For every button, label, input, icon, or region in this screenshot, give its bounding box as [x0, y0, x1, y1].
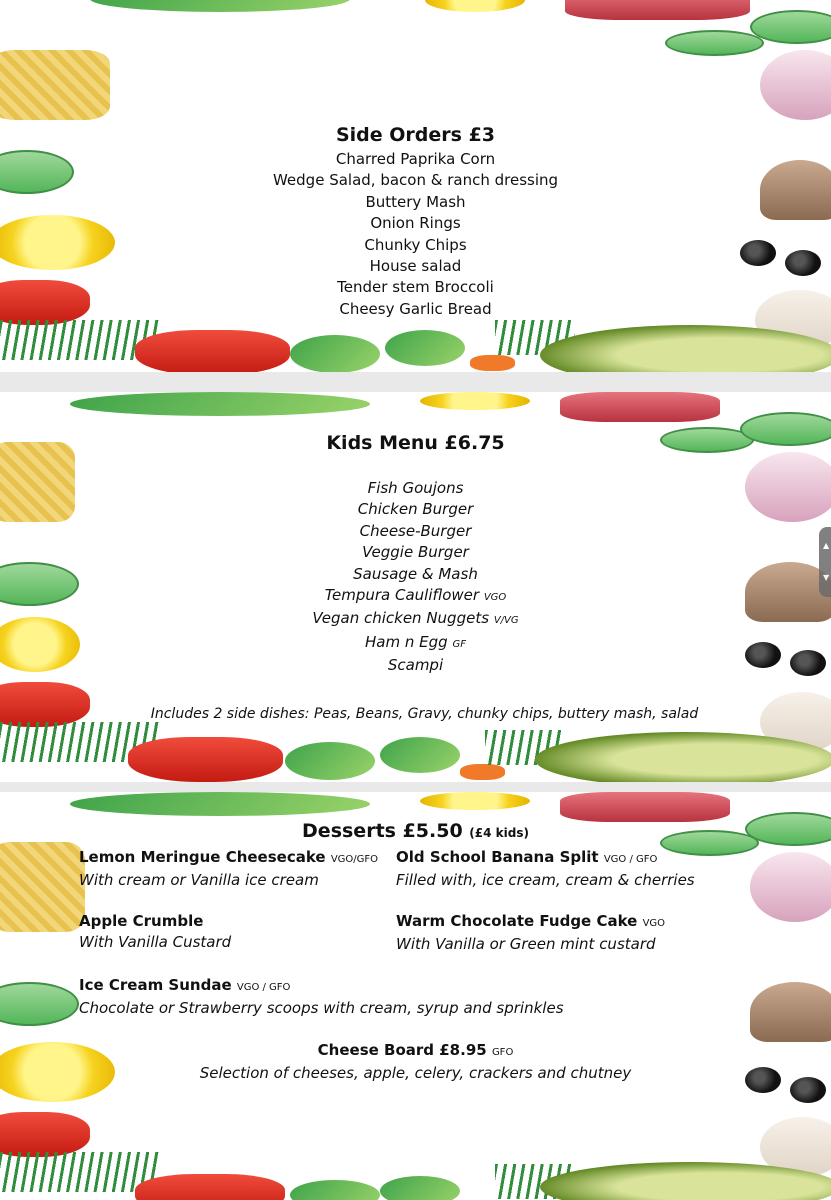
menu-item [0, 585, 831, 608]
dessert-description: With cream or Vanilla ice cream [79, 871, 319, 889]
desserts-title-row [0, 820, 831, 842]
menu-item [0, 499, 831, 520]
spinach-leaf-illustration [290, 1180, 380, 1200]
spinach-leaf-illustration [385, 330, 465, 366]
dessert-description: Selection of cheeses, apple, celery, crackers and chutney [199, 1064, 632, 1082]
menu-item: Wedge Salad, bacon & ranch dressing [272, 171, 559, 190]
dessert-name [396, 911, 665, 934]
dessert-name [79, 847, 378, 870]
avocado-illustration [540, 1162, 831, 1200]
item-name: Apple Crumble [79, 912, 204, 930]
menu-item [0, 608, 831, 631]
tomato-illustration [0, 1112, 90, 1157]
kids-menu-section [0, 432, 831, 722]
desserts-panel [0, 792, 831, 1200]
dessert-item [79, 911, 231, 953]
menu-item [0, 478, 831, 499]
kids-menu-list [0, 478, 831, 677]
menu-item: Chunky Chips [364, 235, 467, 254]
carrot-illustration [460, 764, 505, 780]
item-name: Tempura Cauliflower [324, 586, 480, 605]
dessert-description: With Vanilla Custard [79, 933, 232, 951]
dietary-tag: GFO [491, 1047, 514, 1058]
menu-item: Cheesy Garlic Bread [339, 299, 492, 318]
dessert-item [396, 847, 695, 891]
red-pepper-illustration [128, 737, 283, 782]
item-name: Sausage & Mash [353, 564, 478, 583]
item-name: Warm Chocolate Fudge Cake [396, 912, 638, 930]
mushroom-illustration [750, 982, 831, 1042]
kids-menu-panel [0, 392, 831, 782]
item-name: Vegan chicken Nuggets [312, 609, 490, 628]
item-name: Chicken Burger [357, 500, 474, 519]
ham-illustration [565, 0, 750, 20]
side-orders-list [0, 149, 831, 320]
item-name: Old School Banana Split [396, 848, 599, 866]
menu-item: Buttery Mash [365, 192, 466, 211]
cheese-board-item [0, 1040, 831, 1084]
dietary-tag: VGO / GFO [603, 854, 658, 865]
menu-item [0, 655, 831, 676]
menu-item [0, 564, 831, 585]
desserts-title [0, 820, 831, 842]
pasta-illustration [0, 50, 110, 120]
basil-leaf-illustration [70, 392, 370, 416]
dietary-tag: VGO/GFO [330, 854, 379, 865]
kids-menu-title: Kids Menu £6.75 [326, 432, 505, 454]
ham-illustration [560, 392, 720, 422]
dietary-tag: VGO / GFO [236, 982, 291, 993]
avocado-illustration [535, 732, 831, 782]
red-pepper-illustration [135, 330, 290, 372]
spinach-leaf-illustration [285, 742, 375, 780]
item-name: Fish Goujons [367, 479, 464, 497]
scroll-handle[interactable] [819, 527, 831, 597]
cucumber-slice-illustration [665, 30, 764, 56]
lemon-slice-illustration [425, 0, 525, 12]
side-orders-section [0, 124, 831, 320]
menu-item: House salad [369, 257, 462, 276]
dessert-item [396, 911, 665, 955]
avocado-illustration [540, 325, 831, 372]
item-name: Ice Cream Sundae [79, 976, 232, 994]
dietary-tag: VGO [642, 918, 666, 929]
spinach-leaf-illustration [290, 335, 380, 372]
side-orders-title: Side Orders £3 [335, 124, 496, 146]
pasta-illustration [0, 842, 85, 932]
chevron-down-icon: ▼ [823, 573, 830, 582]
item-name: Scampi [387, 656, 444, 675]
dessert-item [79, 975, 564, 1019]
menu-item: Charred Paprika Corn [335, 150, 496, 168]
item-name: Veggie Burger [362, 543, 469, 562]
dessert-name [79, 911, 231, 932]
dessert-description: Filled with, ice cream, cream & cherries [396, 871, 695, 889]
spinach-leaf-illustration [380, 737, 460, 773]
carrot-illustration [470, 355, 515, 371]
menu-item [0, 632, 831, 655]
ham-illustration [560, 792, 730, 822]
spinach-leaf-illustration [380, 1176, 460, 1200]
dietary-tag: VGO [483, 592, 507, 604]
item-name: Ham n Egg [365, 632, 448, 651]
dessert-name [0, 1040, 831, 1063]
item-name: Cheese-Burger [359, 521, 472, 540]
menu-item: Onion Rings [370, 214, 461, 233]
lemon-slice-illustration [420, 792, 530, 810]
dessert-description: Chocolate or Strawberry scoops with cream, syrup and sprinkles [79, 999, 564, 1017]
desserts-title-text: Desserts £5.50 [302, 820, 463, 842]
desserts-kids-price: (£4 kids) [469, 826, 529, 840]
item-name: Lemon Meringue Cheesecake [79, 848, 326, 866]
side-orders-panel [0, 0, 831, 372]
dessert-name [79, 975, 564, 998]
chevron-up-icon: ▲ [823, 541, 830, 550]
dessert-description: With Vanilla or Green mint custard [396, 935, 656, 953]
dietary-tag: V/VG [493, 615, 519, 627]
red-pepper-illustration [135, 1174, 285, 1200]
menu-item [0, 542, 831, 563]
onion-illustration [750, 852, 831, 922]
dessert-item [79, 847, 378, 891]
lemon-slice-illustration [420, 392, 530, 410]
menu-item: Tender stem Broccoli [337, 278, 494, 297]
menu-item [0, 521, 831, 542]
cucumber-illustration [0, 982, 79, 1026]
basil-leaf-illustration [90, 0, 350, 12]
basil-leaf-illustration [70, 792, 370, 816]
dessert-name [396, 847, 695, 870]
dietary-tag: GF [452, 638, 466, 650]
onion-illustration [760, 50, 831, 120]
item-name: Cheese Board £8.95 [317, 1041, 487, 1059]
kids-side-dishes-note: Includes 2 side dishes: Peas, Beans, Gravy, chunky chips, buttery mash, salad [150, 705, 699, 722]
